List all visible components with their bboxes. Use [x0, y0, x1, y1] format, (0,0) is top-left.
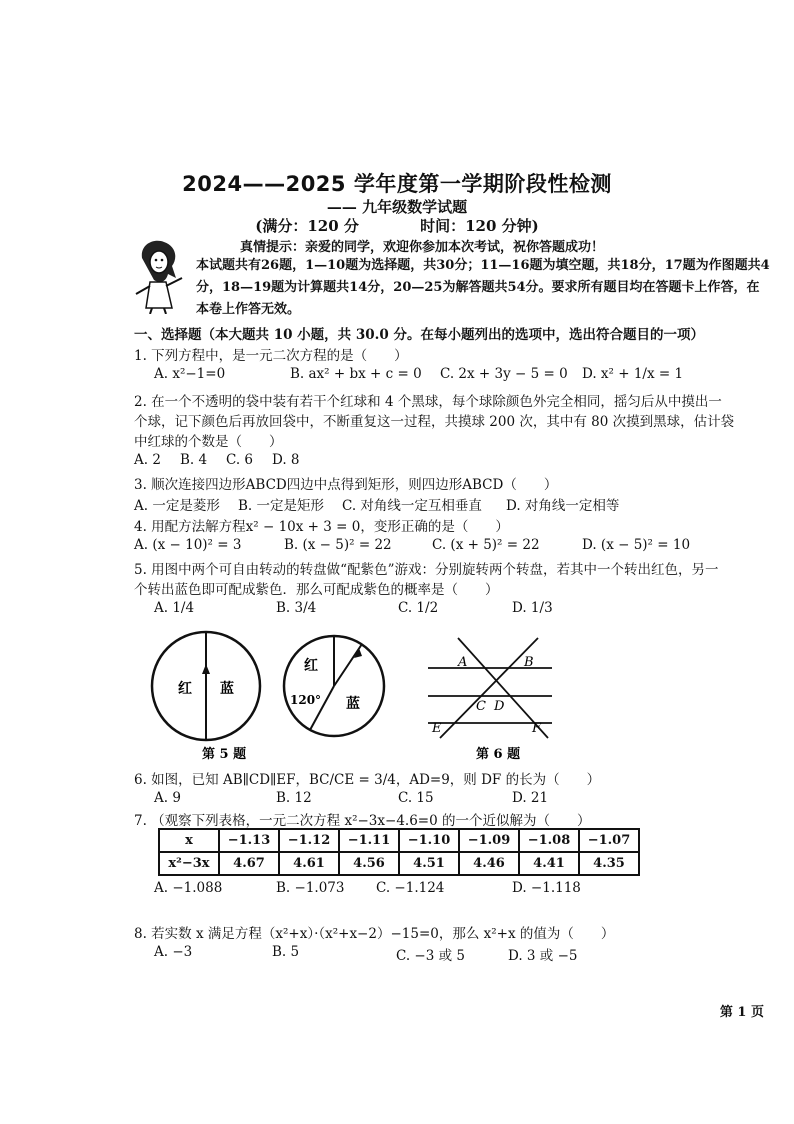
q4-option-d: D. (x − 5)² = 10 — [582, 537, 691, 553]
table-cell: 4.67 — [219, 852, 279, 875]
page-number: 第 1 页 — [719, 1005, 764, 1020]
tips-line: 真情提示：亲爱的同学，欢迎你参加本次考试，祝你答题成功！ — [240, 240, 605, 255]
point-b-label: B — [524, 655, 534, 670]
q3-options — [134, 494, 619, 514]
q4-options — [134, 537, 690, 553]
q6-option-c: C. 15 — [398, 790, 434, 806]
table-cell: −1.08 — [519, 829, 579, 852]
q3-stem: 3. 顺次连接四边形ABCD四边中点得到矩形，则四边形ABCD（ ） — [134, 477, 558, 493]
q1-option-b: B. ax² + bx + c = 0 — [290, 366, 422, 382]
q3-option-c: C. 对角线一定互相垂直 — [342, 498, 482, 514]
point-e-label: E — [432, 721, 442, 736]
q2-line-3: 中红球的个数是（ ） — [134, 434, 283, 450]
girl-mascot-illustration — [132, 238, 188, 314]
q8-option-a: A. −3 — [154, 944, 193, 960]
exam-subtitle: —— 九年级数学试题 — [326, 198, 468, 216]
wheel1-red-label: 红 — [178, 681, 192, 697]
q7-table — [158, 828, 640, 876]
q8-option-c: C. −3 或 5 — [396, 948, 466, 964]
q8-option-d: D. 3 或 −5 — [508, 948, 578, 964]
table-cell: 4.51 — [399, 852, 459, 875]
q2-option-b: B. 4 — [180, 452, 208, 468]
q6-stem: 6. 如图，已知 AB∥CD∥EF，BC/CE = 3/4，AD=9，则 DF 的长为（ ） — [134, 772, 601, 788]
q7-option-a: A. −1.088 — [154, 880, 223, 896]
table-cell: −1.10 — [399, 829, 459, 852]
q5-option-c: C. 1/2 — [398, 600, 439, 616]
table-row — [159, 852, 639, 875]
q5-option-d: D. 1/3 — [512, 600, 553, 616]
wheel2-blue-label: 蓝 — [346, 696, 360, 712]
table-cell: 4.56 — [339, 852, 399, 875]
table-cell: x — [159, 829, 219, 852]
point-d-label: D — [494, 699, 505, 714]
full-score: (满分：120 分 — [255, 217, 359, 235]
q2-line-2: 个球，记下颜色后再放回袋中，不断重复这一过程，共摸球 200 次，其中有 80 次摸到黑球，估计袋 — [134, 414, 735, 430]
q8-options — [154, 944, 578, 964]
point-a-label: A — [458, 655, 468, 670]
q5-options — [154, 600, 553, 616]
q4-option-a: A. (x − 10)² = 3 — [134, 537, 242, 553]
instructions: 本试题共有26题，1—10题为选择题，共30分；11—16题为填空题，共18分，17题为作图题共4分，18—19题为计算题共14分，20—25为解答题共54分。要求所有题目均在答题卡上作答，在本卷上作答无效。 — [196, 258, 770, 317]
q7-option-c: C. −1.124 — [376, 880, 445, 896]
q1-option-d: D. x² + 1/x = 1 — [582, 366, 684, 382]
q8-option-b: B. 5 — [272, 944, 300, 960]
q2-option-d: D. 8 — [272, 452, 300, 468]
q7-options — [154, 880, 581, 896]
q4-option-c: C. (x + 5)² = 22 — [432, 537, 540, 553]
table-cell: 4.41 — [519, 852, 579, 875]
q6-option-d: D. 21 — [512, 790, 549, 806]
figure5-caption: 第 5 题 — [202, 747, 247, 762]
table-cell: −1.11 — [339, 829, 399, 852]
table-cell: −1.13 — [219, 829, 279, 852]
figures-area — [140, 630, 580, 766]
table-cell: 4.61 — [279, 852, 339, 875]
spinner-arrow-1 — [202, 664, 210, 674]
point-f-label: F — [532, 721, 542, 736]
q6-option-a: A. 9 — [154, 790, 181, 806]
table-cell: 4.35 — [579, 852, 639, 875]
wheel1-blue-label: 蓝 — [220, 681, 234, 697]
wheel2-angle-label: 120° — [290, 693, 322, 707]
q6-option-b: B. 12 — [276, 790, 312, 806]
q1-option-a: A. x²−1=0 — [154, 366, 226, 382]
section-heading: 一、选择题（本大题共 10 小题，共 30.0 分。在每小题列出的选项中，选出符合题目的一项） — [134, 327, 704, 343]
q7-stem: 7. （观察下列表格，一元二次方程 x²−3x−4.6=0 的一个近似解为（ ） — [134, 813, 591, 829]
q1-options — [154, 366, 683, 382]
q4-stem: 4. 用配方法解方程x² − 10x + 3 = 0，变形正确的是（ ） — [134, 519, 509, 535]
table-cell: x²−3x — [159, 852, 219, 875]
parallel-lines-figure — [428, 638, 552, 738]
wheel2-red-label: 红 — [304, 658, 318, 674]
point-c-label: C — [476, 699, 486, 714]
q3-option-d: D. 对角线一定相等 — [506, 498, 620, 514]
q1-stem: 1. 下列方程中，是一元二次方程的是（ ） — [134, 348, 408, 364]
table-cell: −1.07 — [579, 829, 639, 852]
q2-line-1: 2. 在一个不透明的袋中装有若干个红球和 4 个黑球，每个球除颜色外完全相同，摇匀后从中摸出一 — [134, 394, 722, 410]
exam-title: 2024——2025 学年度第一学期阶段性检测 — [182, 172, 612, 196]
spinner-wheel-1 — [152, 632, 260, 740]
table-cell: −1.09 — [459, 829, 519, 852]
q1-option-c: C. 2x + 3y − 5 = 0 — [440, 366, 568, 382]
q3-option-b: B. 一定是矩形 — [238, 498, 325, 514]
table-cell: −1.12 — [279, 829, 339, 852]
q8-stem: 8. 若实数 x 满足方程（x²+x）·（x²+x−2）−15=0，那么 x²+x 的值为（ ） — [134, 926, 615, 942]
q5-line-2: 个转出蓝色即可配成紫色．那么可配成紫色的概率是（ ） — [134, 582, 499, 598]
table-row — [159, 829, 639, 852]
q6-options — [154, 790, 548, 806]
q2-option-c: C. 6 — [226, 452, 254, 468]
table-cell: 4.46 — [459, 852, 519, 875]
figure6-caption: 第 6 题 — [476, 747, 521, 762]
q5-line-1: 5. 用图中两个可自由转动的转盘做“配紫色”游戏：分别旋转两个转盘，若其中一个转出红色，另一 — [134, 562, 719, 578]
spinner-wheel-2 — [284, 636, 384, 736]
q5-option-a: A. 1/4 — [154, 600, 195, 616]
q7-option-d: D. −1.118 — [512, 880, 581, 896]
exam-time: 时间：120 分钟) — [420, 217, 539, 235]
q2-options — [134, 452, 300, 468]
score-time-line — [0, 215, 794, 236]
q7-option-b: B. −1.073 — [276, 880, 345, 896]
q2-option-a: A. 2 — [134, 452, 161, 468]
q4-option-b: B. (x − 5)² = 22 — [284, 537, 392, 553]
q3-option-a: A. 一定是菱形 — [134, 498, 220, 514]
q5-option-b: B. 3/4 — [276, 600, 317, 616]
